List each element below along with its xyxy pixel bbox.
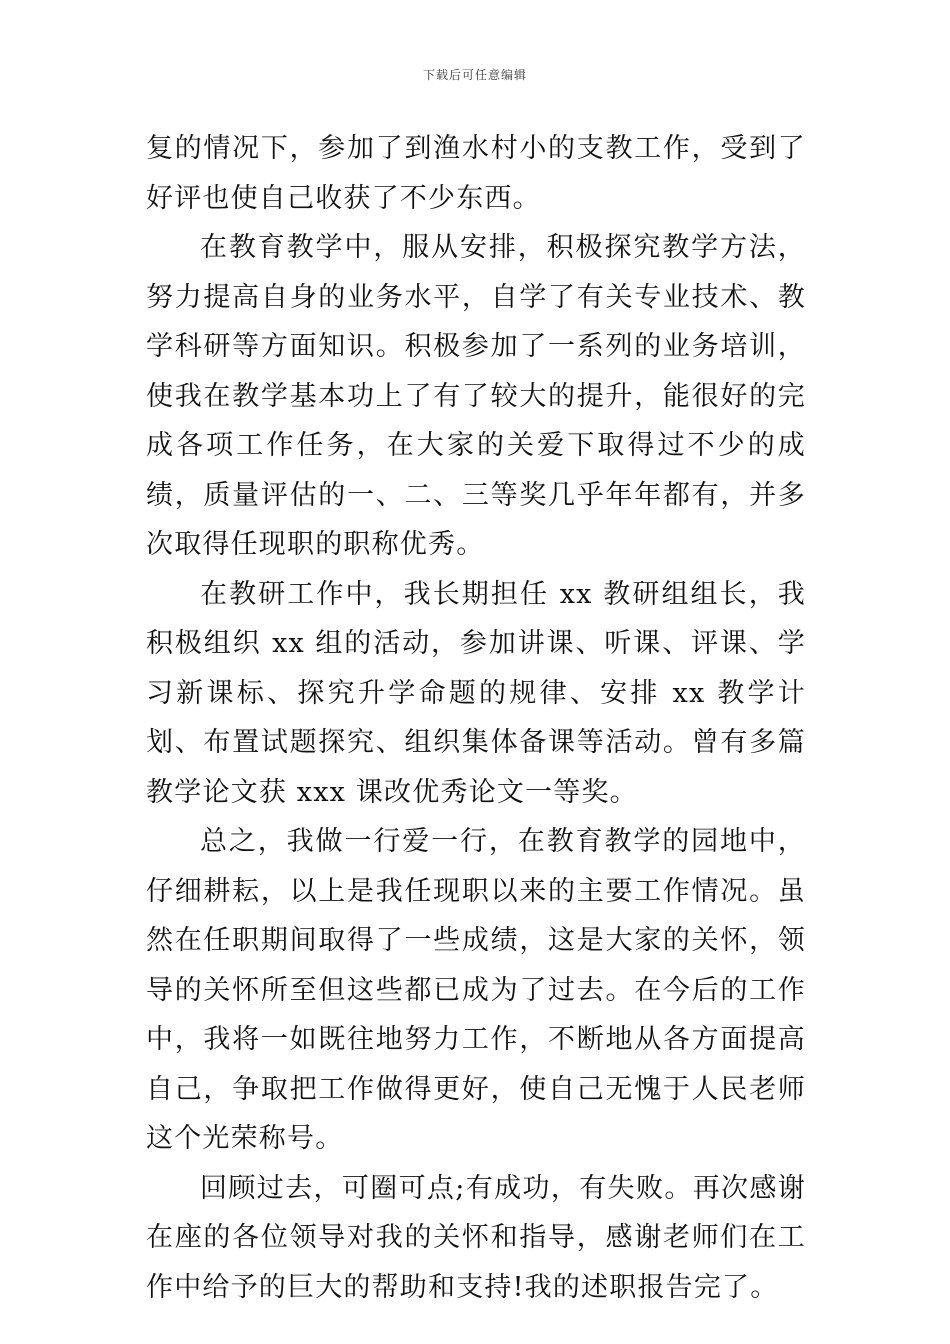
paragraph-3: 在教研工作中，我长期担任 xx 教研组组长，我积极组织 xx 组的活动，参加讲课、听课、评课、学习新课标、探究升学命题的规律、安排 xx 教学计划、布置试题探究、组织集体备课等活动。曾有多篇教学论文获 xxx 课改优秀论文一等奖。 (146, 578, 806, 808)
paragraph-4: 总之，我做一行爱一行，在教育教学的园地中，仔细耕耘，以上是我任现职以来的主要工作情况。虽然在任职期间取得了一些成绩，这是大家的关怀，领导的关怀所至但这些都已成为了过去。在今后的工作中，我将一如既往地努力工作，不断地从各方面提高自己，争取把工作做得更好，使自己无愧于人民老师这个光荣称号。 (146, 826, 806, 1154)
paragraph-2: 在教育教学中，服从安排，积极探究教学方法，努力提高自身的业务水平，自学了有关专业技术、教学科研等方面知识。积极参加了一系列的业务培训，使我在教学基本功上了有了较大的提升，能很好的完成各项工作任务，在大家的关爱下取得过不少的成绩，质量评估的一、二、三等奖几乎年年都有，并多次取得任现职的职称优秀。 (146, 232, 806, 560)
page-header-note: 下载后可任意编辑 (422, 68, 527, 82)
document-body (146, 124, 806, 1312)
paragraph-1: 复的情况下，参加了到渔水村小的支教工作，受到了好评也使自己收获了不少东西。 (146, 133, 806, 214)
paragraph-5: 回顾过去，可圈可点;有成功，有失败。再次感谢在座的各位领导对我的关怀和指导，感谢老师们在工作中给予的巨大的帮助和支持!我的述职报告完了。 (146, 1172, 806, 1303)
